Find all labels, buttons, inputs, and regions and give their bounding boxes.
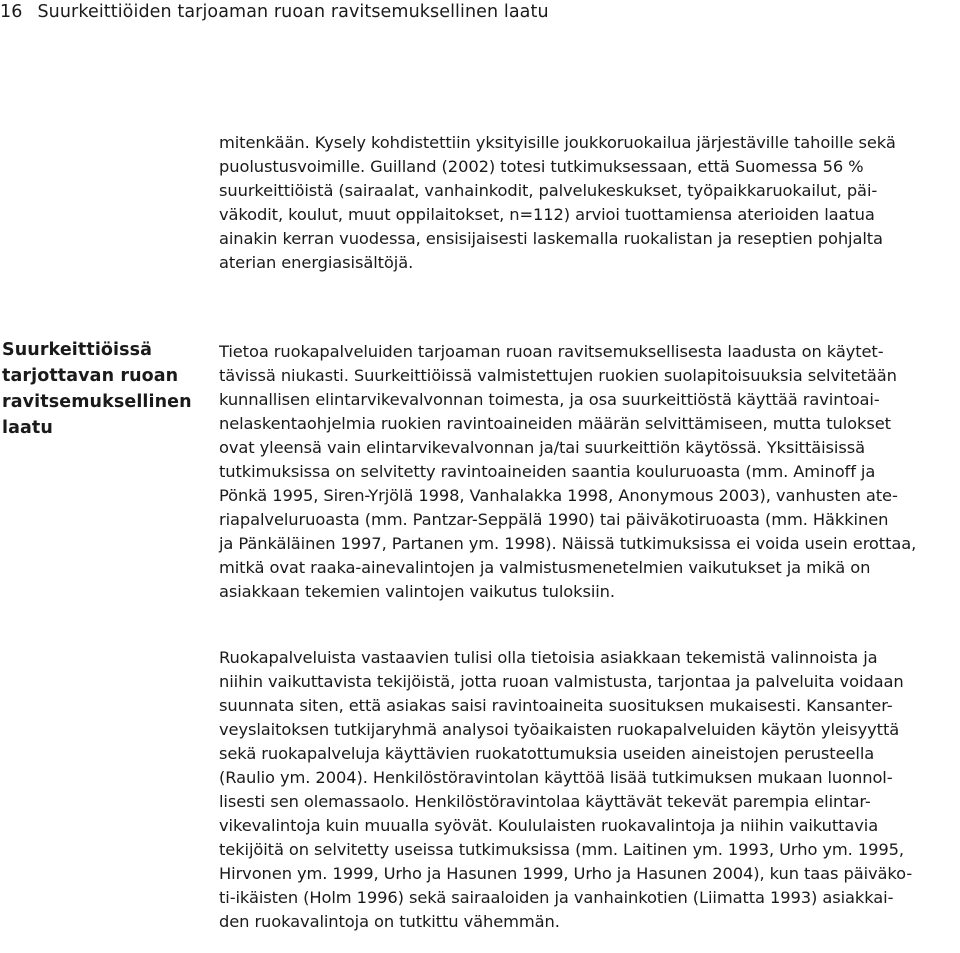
paragraph-line: kunnallisen elintarvikevalvonnan toimesta, ja osa suurkeittiöstä käyttää ravintoai- xyxy=(219,390,880,409)
paragraph-line: tutkimuksissa on selvitetty ravintoaineiden saantia kouluruoasta (mm. Aminoff ja xyxy=(219,462,876,481)
paragraph-line: sekä ruokapalveluja käyttävien ruokatottumuksia useiden aineistojen perusteella xyxy=(219,744,875,763)
paragraph-line: nelaskentaohjelmia ruokien ravintoaineiden määrän selvittämiseen, mutta tulokset xyxy=(219,414,891,433)
paragraph-line: tekijöitä on selvitetty useissa tutkimuksissa (mm. Laitinen ym. 1993, Urho ym. 1995, xyxy=(219,840,904,859)
paragraph-line: den ruokavalintoja on tutkittu vähemmän. xyxy=(219,912,560,931)
paragraph-line: Pönkä 1995, Siren-Yrjölä 1998, Vanhalakka 1998, Anonymous 2003), vanhusten ate- xyxy=(219,486,898,505)
paragraph-line: Tietoa ruokapalveluiden tarjoaman ruoan ravitsemuksellisesta laadusta on käytet- xyxy=(219,342,884,361)
paragraph-line: veyslaitoksen tutkijaryhmä analysoi työaikaisten ruokapalveluiden käytön yleisyyttä xyxy=(219,720,900,739)
paragraph-line: Hirvonen ym. 1999, Urho ja Hasunen 1999, Urho ja Hasunen 2004), kun taas päiväko- xyxy=(219,864,913,883)
paragraph-line: lisesti sen olemassaolo. Henkilöstöravintolaa käyttävät tekevät parempia elintar- xyxy=(219,792,871,811)
side-heading-line: ravitsemuksellinen xyxy=(2,392,192,412)
paragraph-line: riapalveluruoasta (mm. Pantzar-Seppälä 1990) tai päiväkotiruoasta (mm. Häkkinen xyxy=(219,510,889,529)
paragraph-line: (Raulio ym. 2004). Henkilöstöravintolan käyttöä lisää tutkimuksen mukaan luonnol- xyxy=(219,768,893,787)
paragraph-line: ainakin kerran vuodessa, ensisijaisesti laskemalla ruokalistan ja reseptien pohjalta xyxy=(219,229,883,248)
page-number: 16 xyxy=(0,2,23,22)
paragraph-line: tävissä niukasti. Suurkeittiöissä valmistettujen ruokien suolapitoisuuksia selvitetään xyxy=(219,366,897,385)
paragraph-line: niihin vaikuttavista tekijöistä, jotta ruoan valmistusta, tarjontaa ja palveluita voidaan xyxy=(219,672,904,691)
side-heading-line: laatu xyxy=(2,418,53,438)
paragraph-line: ja Pänkäläinen 1997, Partanen ym. 1998). Näissä tutkimuksissa ei voida usein erottaa, xyxy=(219,534,917,553)
paragraph-line: ti-ikäisten (Holm 1996) sekä sairaaloiden ja vanhainkotien (Liimatta 1993) asiakkai- xyxy=(219,888,894,907)
side-heading-line: tarjottavan ruoan xyxy=(2,366,179,386)
paragraph-line: aterian energiasisältöjä. xyxy=(219,253,414,272)
side-heading-line: Suurkeittiöissä xyxy=(2,340,153,360)
paragraph-line: vikevalintoja kuin muualla syövät. Koululaisten ruokavalintoja ja niihin vaikuttavia xyxy=(219,816,879,835)
paragraph-line: suunnata siten, että asiakas saisi ravintoaineita suosituksen mukaisesti. Kansanter- xyxy=(219,696,893,715)
running-title: Suurkeittiöiden tarjoaman ruoan ravitsemuksellinen laatu xyxy=(37,2,549,22)
paragraph-line: suurkeittiöistä (sairaalat, vanhainkodit, palvelukeskukset, työpaikkaruokailut, päi- xyxy=(219,181,878,200)
paragraph-line: väkodit, koulut, muut oppilaitokset, n=112) arvioi tuottamiensa aterioiden laatua xyxy=(219,205,875,224)
paragraph-line: mitkä ovat raaka-ainevalintojen ja valmistusmenetelmien vaikutukset ja mikä on xyxy=(219,558,871,577)
paragraph-line: puolustusvoimille. Guilland (2002) totesi tutkimuksessaan, että Suomessa 56 % xyxy=(219,157,864,176)
paragraph-line: asiakkaan tekemien valintojen vaikutus tuloksiin. xyxy=(219,582,615,601)
running-header xyxy=(0,0,549,24)
paragraph-line: mitenkään. Kysely kohdistettiin yksityisille joukkoruokailua järjestäville tahoille sekä xyxy=(219,133,896,152)
paragraph-line: Ruokapalveluista vastaavien tulisi olla tietoisia asiakkaan tekemistä valinnoista ja xyxy=(219,648,878,667)
paragraph-line: ovat yleensä vain elintarvikevalvonnan ja/tai suurkeittiön käytössä. Yksittäisissä xyxy=(219,438,865,457)
